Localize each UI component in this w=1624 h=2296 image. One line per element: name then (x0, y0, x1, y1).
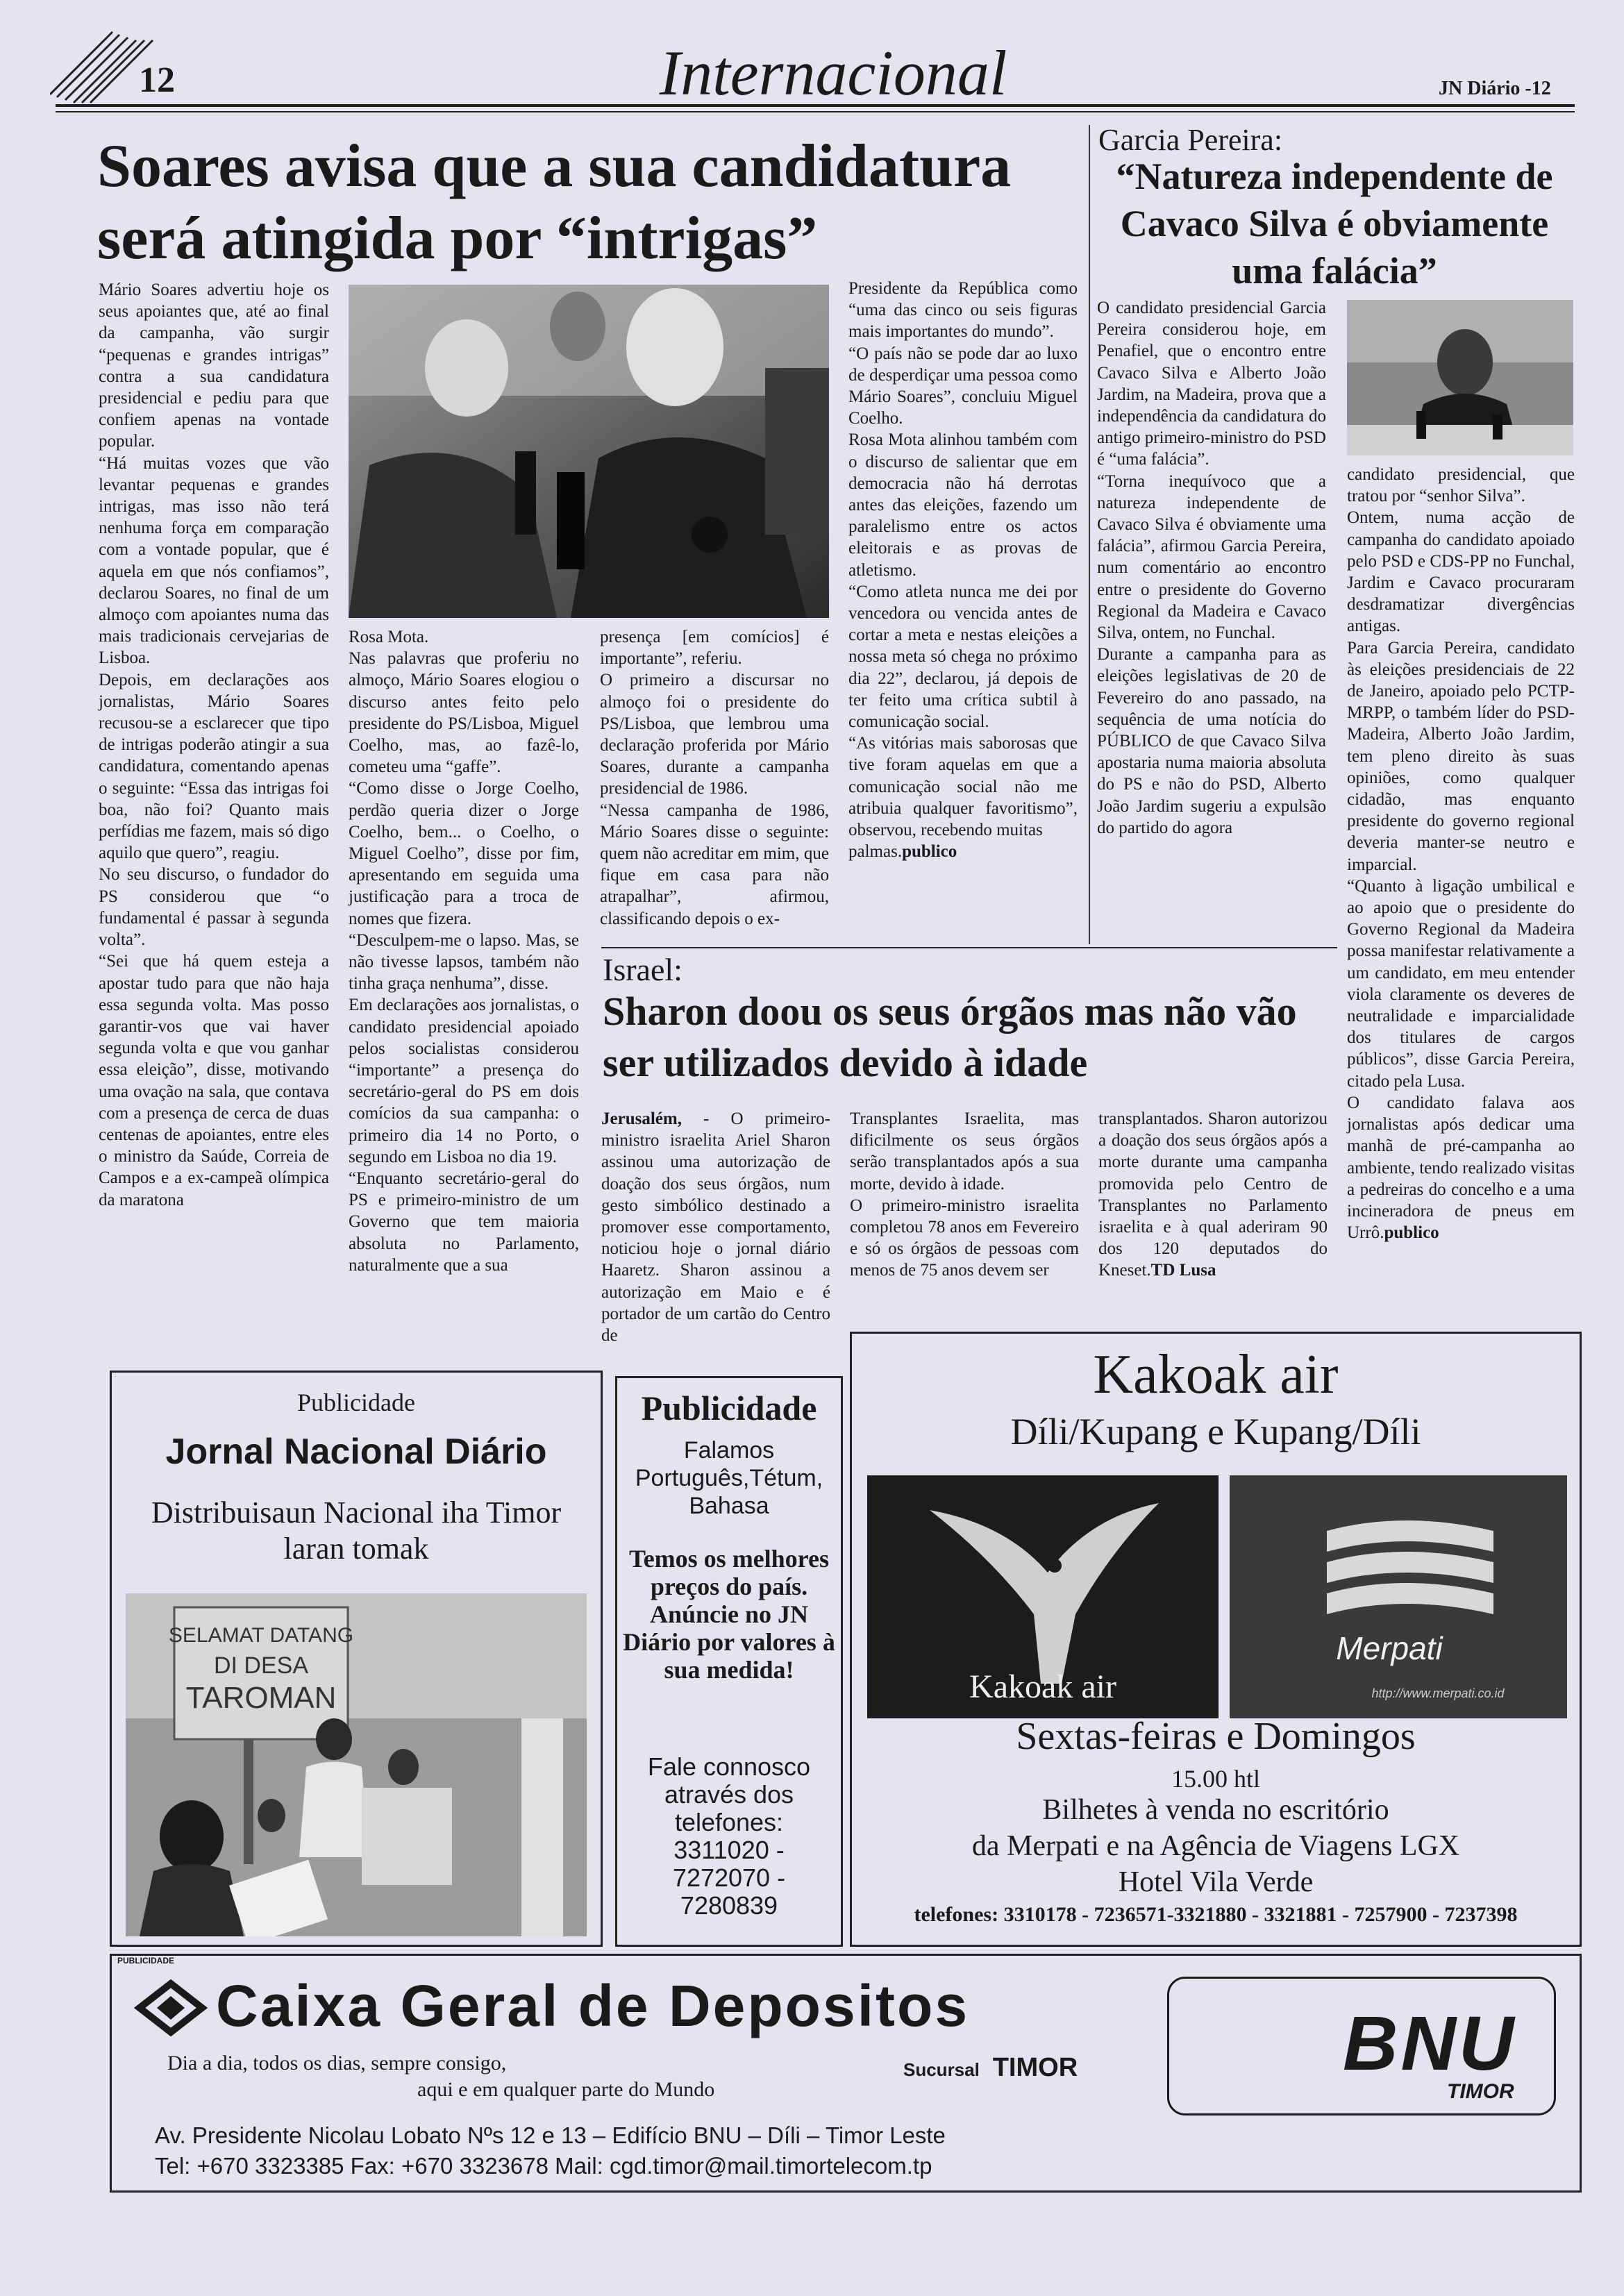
article-source: publico (902, 842, 957, 862)
sharon-column-2 (850, 1108, 1079, 1282)
paragraph: “Torna inequívoco que a natureza independente de Cavaco Silva é obviamente uma falácia”, afirmou Garcia Pereira, num comentário ao encontro entre o presidente do Governo Regional da Madeira e Cavaco Silva, ontem, no Funchal. (1097, 471, 1326, 643)
ad-tickets-line: Hotel Vila Verde (1118, 1866, 1314, 1898)
ad-label: Publicidade (297, 1389, 415, 1416)
bnu-subtitle: TIMOR (1447, 2080, 1514, 2103)
ad-publicidade (615, 1376, 843, 1947)
paragraph: O candidato presidencial Garcia Pereira considerou hoje, em Penafiel, que o encontro entre Cavaco Silva e Alberto João Jardim, na Madeira, prova que a independência da candidatura do antigo primeiro-ministro do PSD é “uma falácia”. (1097, 299, 1326, 469)
cgd-branch (903, 2053, 1078, 2083)
garcia-photo-image (1347, 300, 1573, 455)
soares-photo (349, 285, 829, 618)
paragraph: Rosa Mota alinhou também com o discurso de salientar que em democracia não há derrotas antes das eleições, fazendo um paralelismo entre os actos eleitorais e as provas de atletismo. (848, 430, 1078, 580)
paragraph-text: - O primeiro-ministro israelita Ariel Sharon assinou uma autorização de doação dos seus órgãos, num gesto simbólico destinado a promover esse comportamento, noticiou hoje o jornal diário Haaretz. Sharon assinou a autorização em Maio e é portador de um cartão do Centro de (601, 1109, 830, 1346)
garcia-photo (1347, 300, 1573, 455)
page-number: 12 (139, 60, 175, 100)
header-rule (56, 104, 1575, 107)
soares-column-2 (349, 626, 579, 1276)
ad-languages (617, 1436, 841, 1520)
column-divider (1089, 125, 1090, 944)
ad-kakoak-air (850, 1332, 1582, 1947)
sharon-headline: Sharon doou os seus órgãos mas não vão ser utilizados devido à idade (603, 989, 1297, 1085)
paragraph (601, 1108, 830, 1346)
article-source: TD Lusa (1150, 1261, 1216, 1280)
paragraph: “Como disse o Jorge Coelho, perdão queria dizer o Jorge Coelho, bem... o Coelho, o Miguel Coelho”, disse por fim, apresentando em seguida uma justificação para a troca de nomes que fizera. (349, 779, 579, 928)
ad-tickets-line: Bilhetes à venda no escritório (1042, 1794, 1389, 1826)
cgd-contacts: Tel: +670 3323385 Fax: +670 3323678 Mail: cgd.timor@mail.timortelecom.tp (155, 2153, 932, 2179)
merpati-url: http://www.merpati.co.id (1371, 1686, 1505, 1700)
sharon-kicker: Israel: (603, 952, 683, 987)
photo-sign-line-3: TAROMAN (185, 1681, 337, 1715)
garcia-headline: “Natureza independente de Cavaco Silva é obviamente uma falácia” (1116, 156, 1553, 292)
paragraph: “As vitórias mais saborosas que tive foram aquelas em que a comunicação social não me atribuia qualquer favoritismo”, observou, recebendo muitas (848, 734, 1078, 840)
ad-tickets-line: da Merpati e na Agência de Viagens LGX (971, 1830, 1460, 1862)
cgd-slogan-2: aqui e em qualquer parte do Mundo (417, 2078, 715, 2101)
kakoak-logo-panel (867, 1475, 1219, 1718)
paragraph: No seu discurso, o fundador do PS considerou que “o fundamental é passar à segunda volta”. (99, 865, 329, 950)
garcia-column-1 (1097, 297, 1326, 839)
ad-languages-line: Falamos (683, 1437, 775, 1464)
paragraph: presença [em comícios] é importante”, referiu. (600, 628, 829, 669)
merpati-logo-panel (1230, 1475, 1567, 1718)
paragraph (1347, 1092, 1575, 1243)
ad-languages-line: Bahasa (689, 1493, 769, 1519)
bnu-logo (1167, 1977, 1556, 2115)
photo-sign-line-1: SELAMAT DATANG (168, 1624, 354, 1647)
closing-text: palmas. (848, 842, 903, 862)
paragraph-text: O candidato falava aos jornalistas após dedicar uma manhã de pré-campanha ao ambiente, tendo realizado visitas a pedreiras do concelho e a uma incineradora de pneus em Urrô. (1347, 1093, 1575, 1243)
soares-photo-image (349, 285, 829, 618)
paragraph: candidato presidencial, que tratou por “senhor Silva”. (1347, 465, 1575, 506)
ad-kakoak-route: Díli/Kupang e Kupang/Díli (1010, 1411, 1421, 1452)
soares-column-1 (99, 279, 329, 1211)
cgd-branch-word: Sucursal (903, 2059, 980, 2080)
section-title: Internacional (659, 37, 1007, 108)
paragraph: Em declarações aos jornalistas, o candidato presidencial apoiado pelos socialistas considerou “importante” a presença do secretário-geral do PS em dois comícios da sua campanha: o primeiro dia 14 no Porto, o segundo em Lisboa no dia 19. (349, 996, 579, 1166)
ad-kakoak-phones: telefones: 3310178 - 7236571-3321880 - 3321881 - 7257900 - 7237398 (914, 1903, 1518, 1926)
merpati-flag-icon (1230, 1475, 1567, 1718)
paragraph: “O país não se pode dar ao luxo de desperdiçar uma pessoa como Mário Soares”, concluiu Miguel Coelho. (848, 344, 1078, 428)
cgd-slogan-1: Dia a dia, todos os dias, sempre consigo, (167, 2052, 507, 2075)
paragraph: O primeiro-ministro israelita completou 78 anos em Fevereiro e só os órgãos de pessoas com menos de 75 anos devem ser (850, 1196, 1079, 1280)
cgd-address: Av. Presidente Nicolau Lobato Nºs 12 e 13 – Edifício BNU – Díli – Timor Leste (155, 2122, 946, 2148)
paragraph: Mário Soares advertiu hoje os seus apoiantes que, até ao final da campanha, vão surgir “pequenas e grandes intrigas” contra a sua candidatura presidencial e pediu para que confiem apenas na vontade popular. (99, 280, 329, 451)
ad-phone: 7272070 - (672, 1863, 786, 1892)
paragraph: “Sei que há quem esteja a apostar tudo para que não haja essa segunda volta. Mas posso garantir-vos que vai haver segunda volta e que vou ganhar essa eleição”, disse, motivando uma ovação na sala, que contava com a presença de cerca de duas centenas de apoiantes, entre eles o ministro da Saúde, Correia de Campos e a ex-campeã olímpica da maratona (99, 952, 329, 1209)
paragraph: Ontem, numa acção de campanha do candidato apoiado pelo PSD e CDS-PP no Funchal, Jardim e Cavaco procuraram desdramatizar divergências antigas. (1347, 508, 1575, 636)
ad-title: Jornal Nacional Diário (165, 1432, 547, 1472)
ad-kakoak-time: 15.00 htl (1171, 1765, 1260, 1793)
paragraph: “Enquanto secretário-geral do PS e primeiro-ministro de um Governo que tem maioria absoluta no Parlamento, naturalmente que a sua (349, 1169, 579, 1275)
merpati-logo-text: Merpati (1336, 1630, 1443, 1666)
photo-sign-line-2: DI DESA (213, 1652, 309, 1679)
paragraph: Nas palavras que proferiu no almoço, Mário Soares elogiou o discurso antes feito pelo presidente do PS/Lisboa, Miguel Coelho, mas, ao fazê-lo, cometeu uma “gaffe”. (349, 649, 579, 777)
sharon-column-3 (1098, 1108, 1328, 1282)
paragraph (1098, 1108, 1328, 1282)
paragraph: “Nessa campanha de 1986, Mário Soares disse o seguinte: quem não acreditar em mim, que fique em casa para não atrapalhar”, afirmou, classificando depois o ex- (600, 801, 829, 928)
ad-kakoak-tickets (852, 1792, 1580, 1900)
ad-phone: 3311020 - (673, 1836, 785, 1864)
paragraph: Rosa Mota. (349, 628, 429, 646)
ad-contact (617, 1753, 841, 1920)
paragraph-text: transplantados. Sharon autorizou a doação dos seus órgãos após a morte durante uma campanha promovida pelo Centro de Transplantes no Parlamento israelita e à qual aderiram 90 dos 120 deputados do Kneset. (1098, 1109, 1328, 1280)
paragraph: “Como atleta nunca me dei por vencedora ou vencida antes de cortar a meta e nestas eleições a nossa meta só chega no próximo dia 22”, declarou, já depois de ter feito uma crítica subtil à comunicação social. (848, 582, 1078, 732)
garcia-column-2 (1347, 464, 1575, 1243)
paragraph: Durante a campanha para as eleições legislativas de 20 de Fevereiro do ano passado, na sequência de uma notícia do PÚBLICO de que Cavaco Silva apostaria numa maioria absoluta do PS e não do PSD, Alberto João Jardim sugeriu a expulsão do partido do agora (1097, 645, 1326, 837)
ad-kakoak-title: Kakoak air (1093, 1344, 1339, 1405)
ad-label: PUBLICIDADE (117, 1956, 175, 1966)
paragraph: Para Garcia Pereira, candidato às eleições presidenciais de 22 de Janeiro, apoiado pelo PCTP-MRPP, o também líder do PSD-Madeira, Alberto João Jardim, tem pleno direito às suas opiniões, como qualquer cidadão, mas enquanto presidente do governo regional deveria manter-se neutro e imparcial. (1347, 638, 1575, 874)
paragraph: Transplantes Israelita, mas dificilmente os seus órgãos serão transplantados após a sua morte, devido à idade. (850, 1109, 1079, 1193)
article-source: publico (1384, 1223, 1439, 1243)
sharon-column-1 (601, 1108, 830, 1346)
dateline: Jerusalém, (601, 1109, 682, 1128)
ad-offer: Temos os melhores preços do país. Anúncie no JN Diário por valores à sua medida! (623, 1545, 835, 1684)
garcia-kicker: Garcia Pereira: (1098, 123, 1283, 157)
ad-label: Publicidade (641, 1389, 817, 1427)
soares-column-4 (848, 278, 1078, 862)
paper-reference: JN Diário -12 (1439, 78, 1551, 99)
paragraph: O primeiro a discursar no almoço foi o presidente do PS/Lisboa, que lembrou uma declaração proferida por Mário Soares, durante a campanha presidencial de 1986. (600, 671, 829, 798)
paragraph: “Desculpem-me o lapso. Mas, se não tivesse lapsos, também não tinha graça nenhuma”, disse. (349, 930, 579, 994)
ad-phone: 7280839 (680, 1891, 778, 1920)
paragraph-end (848, 841, 1078, 862)
cgd-name: Caixa Geral de Depositos (216, 1973, 970, 2038)
soares-headline: Soares avisa que a sua candidatura será atingida por “intrigas” (97, 133, 1012, 272)
header-rule-thin (56, 111, 1575, 112)
cgd-logo-icon (133, 1977, 209, 2039)
ad-jornal-nacional (110, 1371, 603, 1947)
paragraph: Depois, em declarações aos jornalistas, Mário Soares recusou-se a esclarecer que tipo de intrigas poderão atingir a sua candidatura, comentando apenas o seguinte: “Essa das intrigas foi boa, não foi? Quanto mais perfídias me fazem, mais só digo aquilo que quero”, reagiu. (99, 670, 329, 863)
ad-kakoak-days: Sextas-feiras e Domingos (1016, 1715, 1416, 1758)
ad-languages-line: Português,Tétum, (635, 1465, 823, 1491)
ad-jn-photo (126, 1593, 587, 1936)
sharon-top-rule (601, 947, 1337, 948)
ad-contact-intro: Fale connosco através dos telefones: (647, 1752, 811, 1836)
kakoak-bird-icon (867, 1475, 1219, 1718)
ad-jn-photo-image (126, 1593, 587, 1936)
ad-subtitle: Distribuisaun Nacional iha Timor laran tomak (151, 1495, 562, 1566)
ad-cgd-bnu (110, 1954, 1582, 2193)
kakoak-logo-text: Kakoak air (969, 1668, 1116, 1705)
paragraph: Presidente da República como “uma das cinco ou seis figuras mais importantes do mundo”. (848, 279, 1078, 342)
soares-column-3 (600, 626, 829, 930)
cgd-branch-place: TIMOR (992, 2053, 1078, 2082)
paragraph: “Quanto à ligação umbilical e ao apoio que o presidente do Governo Regional da Madeira possa manifestar relativamente a um candidato, em meu entender viola claramente os deveres de neutralidade e imparcialidade dos titulares de cargos públicos”, disse Garcia Pereira, citado pela Lusa. (1347, 876, 1575, 1091)
paragraph: “Há muitas vozes que vão levantar pequenas e grandes intrigas, mas isso não terá nenhuma força em comparação com a vontade popular, que é aquela em que nós confiamos”, declarou Soares, no final de um almoço com apoiantes numa das mais tradicionais cervejarias de Lisboa. (99, 453, 329, 668)
bnu-name: BNU (1343, 2001, 1517, 2086)
